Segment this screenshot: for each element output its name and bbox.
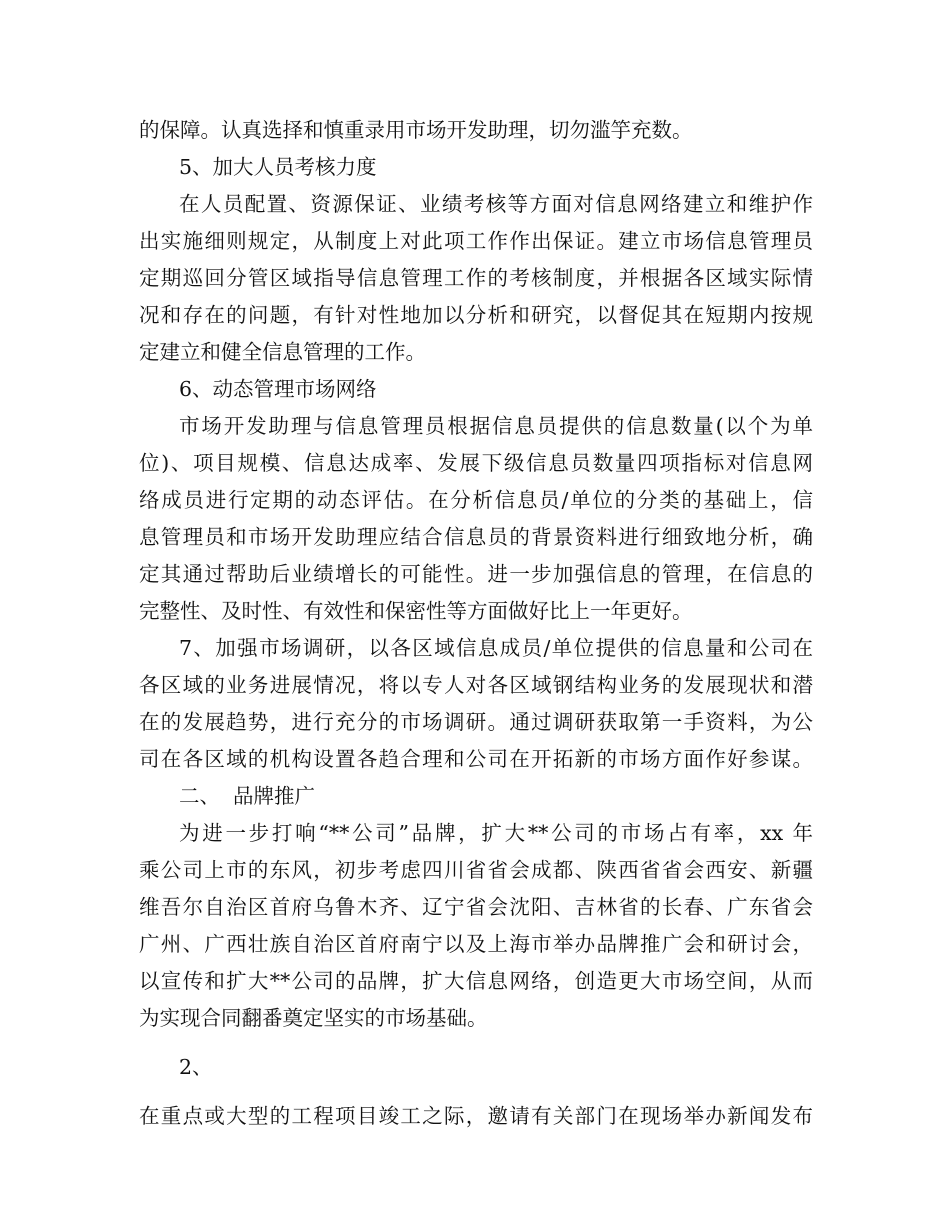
text-line: 况和存在的问题，有针对性地加以分析和研究，以督促其在短期内按规 bbox=[139, 303, 813, 327]
text-line: 维吾尔自治区首府乌鲁木齐、辽宁省会沈阳、吉林省的长春、广东省会 bbox=[139, 895, 813, 919]
text-line: 各区域的业务进展情况，将以专人对各区域钢结构业务的发展现状和潜 bbox=[139, 673, 813, 697]
text-line: 为实现合同翻番奠定坚实的市场基础。 bbox=[139, 1006, 488, 1030]
text-line: 络成员进行定期的动态评估。在分析信息员/单位的分类的基础上，信 bbox=[139, 488, 813, 512]
text-line: 7、加强市场调研，以各区域信息成员/单位提供的信息量和公司在 bbox=[179, 636, 813, 660]
text-line: 市场开发助理与信息管理员根据信息员提供的信息数量(以个为单 bbox=[179, 414, 813, 438]
text-line: 在人员配置、资源保证、业绩考核等方面对信息网络建立和维护作 bbox=[179, 192, 813, 216]
document-body bbox=[139, 112, 813, 1135]
section-heading: 二、 品牌推广 bbox=[179, 784, 316, 808]
text-line: 定其通过帮助后业绩增长的可能性。进一步加强信息的管理，在信息的 bbox=[139, 562, 813, 586]
text-line: 在重点或大型的工程项目竣工之际，邀请有关部门在现场举办新闻发布 bbox=[139, 1104, 813, 1128]
text-line: 的保障。认真选择和慎重录用市场开发助理，切勿滥竽充数。 bbox=[139, 118, 693, 142]
text-line: 司在各区域的机构设置各趋合理和公司在开拓新的市场方面作好参谋。 bbox=[139, 747, 813, 771]
text-line: 定建立和健全信息管理的工作。 bbox=[139, 340, 426, 364]
section-heading: 5、加大人员考核力度 bbox=[179, 155, 377, 179]
text-line: 定期巡回分管区域指导信息管理工作的考核制度，并根据各区域实际情 bbox=[139, 266, 813, 290]
text-line: 完整性、及时性、有效性和保密性等方面做好比上一年更好。 bbox=[139, 599, 693, 623]
text-line: 为进一步打响“**公司”品牌，扩大**公司的市场占有率，xx 年 bbox=[179, 821, 813, 845]
section-heading: 6、动态管理市场网络 bbox=[179, 377, 377, 401]
text-line: 在的发展趋势，进行充分的市场调研。通过调研获取第一手资料，为公 bbox=[139, 710, 813, 734]
text-line: 以宣传和扩大**公司的品牌，扩大信息网络，创造更大市场空间，从而 bbox=[139, 969, 813, 993]
text-line: 息管理员和市场开发助理应结合信息员的背景资料进行细致地分析，确 bbox=[139, 525, 813, 549]
text-line: 出实施细则规定，从制度上对此项工作作出保证。建立市场信息管理员 bbox=[139, 229, 813, 253]
text-line: 乘公司上市的东风，初步考虑四川省省会成都、陕西省省会西安、新疆 bbox=[139, 858, 813, 882]
text-line: 位)、项目规模、信息达成率、发展下级信息员数量四项指标对信息网 bbox=[139, 451, 813, 475]
text-line: 广州、广西壮族自治区首府南宁以及上海市举办品牌推广会和研讨会， bbox=[139, 932, 813, 956]
section-heading: 2、 bbox=[179, 1055, 213, 1079]
